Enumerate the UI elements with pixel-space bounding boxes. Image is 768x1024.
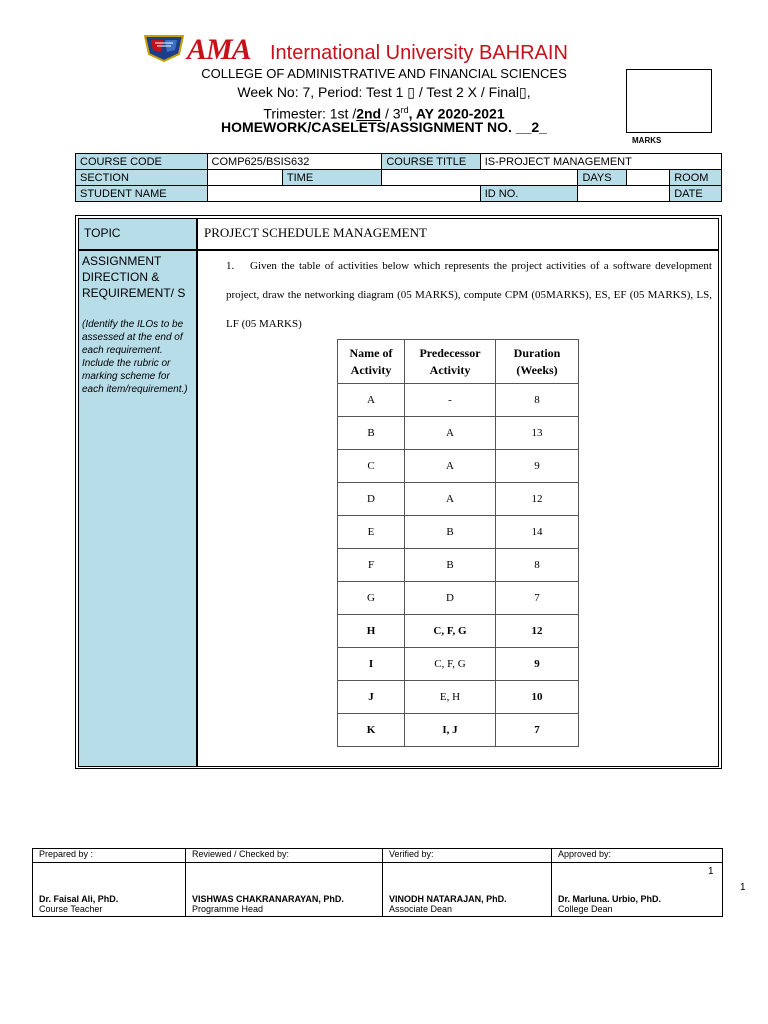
activity-duration: 14 [496,516,579,549]
topic-value: PROJECT SCHEDULE MANAGEMENT [204,225,427,240]
activity-name: B [338,417,405,450]
approval-table [32,848,723,917]
activity-predecessor: C, F, G [405,615,496,648]
activity-duration: 7 [496,582,579,615]
directions-label: ASSIGNMENT DIRECTION & REQUIREMENT/ S [82,254,186,300]
course-code-label: COURSE CODE [76,154,208,170]
table-row [338,582,579,615]
activity-name: I [338,648,405,681]
approved-name: Dr. Marluna. Urbio, PhD. [558,894,662,904]
marks-box[interactable] [626,69,712,133]
topic-label: TOPIC [84,226,121,240]
header-predecessor: Predecessor Activity [405,340,496,384]
activity-name: C [338,450,405,483]
room-label: ROOM [670,170,722,186]
activity-name: F [338,549,405,582]
activity-duration: 10 [496,681,579,714]
id-label: ID NO. [480,186,578,202]
activity-name: K [338,714,405,747]
table-row [338,549,579,582]
time-value[interactable] [382,170,578,186]
activity-name: H [338,615,405,648]
header-duration: Duration (Weeks) [496,340,579,384]
prepared-signature [33,863,186,917]
activity-duration: 7 [496,714,579,747]
table-row [338,483,579,516]
question-text [226,252,712,339]
activity-name: G [338,582,405,615]
prepared-name: Dr. Faisal Ali, PhD. [39,894,119,904]
verified-role: Associate Dean [389,904,453,914]
prepared-label: Prepared by : [33,849,186,863]
verified-signature [383,863,552,917]
activity-name: D [338,483,405,516]
question-number: 1. [226,260,235,272]
trimester-suffix: , AY 2020-2021 [408,105,505,122]
activity-predecessor: C, F, G [405,648,496,681]
week-period-line: Week No: 7, Period: Test 1 ▯ / Test 2 X / Final▯, [237,84,531,100]
table-row [338,681,579,714]
activity-predecessor: B [405,549,496,582]
trimester-prefix: Trimester: 1st / [263,105,357,122]
college-name: COLLEGE OF ADMINISTRATIVE AND FINANCIAL SCIENCES [201,66,567,81]
activity-duration: 8 [496,549,579,582]
logo-university-name: International University BAHRAIN [270,42,568,64]
activity-duration: 12 [496,483,579,516]
approved-role: College Dean [558,904,613,914]
directions-note: (Identify the ILOs to be assessed at the end of each requirement. Include the rubric or marking scheme for each item/requirement.) [82,319,188,395]
header-activity: Name of Activity [338,340,405,384]
course-code-value[interactable]: COMP625/BSIS632 [207,154,382,170]
reviewed-role: Programme Head [192,904,264,914]
table-row [338,648,579,681]
prepared-role: Course Teacher [39,904,103,914]
time-label: TIME [282,170,381,186]
table-row [338,615,579,648]
page-number-inner: 1 [708,866,714,877]
table-row [338,450,579,483]
activity-duration: 9 [496,450,579,483]
section-label: SECTION [76,170,208,186]
course-title-value[interactable]: IS-PROJECT MANAGEMENT [480,154,721,170]
approved-signature [552,863,723,917]
logo-ama-wordmark: AMA [187,33,251,66]
trimester-selected: 2nd [356,105,382,122]
verified-name: VINODH NATARAJAN, PhD. [389,894,507,904]
id-value[interactable] [578,186,670,202]
reviewed-name: VISHWAS CHAKRANARAYAN, PhD. [192,894,344,904]
reviewed-label: Reviewed / Checked by: [186,849,383,863]
activity-predecessor: A [405,483,496,516]
trimester-mid: / 3 [381,105,401,122]
student-name-label: STUDENT NAME [76,186,208,202]
activity-predecessor: D [405,582,496,615]
trimester-sup: rd [400,105,409,115]
marks-label: MARKS [632,136,662,145]
approved-label: Approved by: [552,849,723,863]
days-label: DAYS [578,170,627,186]
activity-predecessor: E, H [405,681,496,714]
student-name-value[interactable] [207,186,480,202]
activity-predecessor: A [405,450,496,483]
homework-title: HOMEWORK/CASELETS/ASSIGNMENT NO. __2_ [221,119,547,135]
activity-predecessor: A [405,417,496,450]
days-value[interactable] [627,170,670,186]
section-value[interactable] [207,170,282,186]
verified-label: Verified by: [383,849,552,863]
date-label: DATE [670,186,722,202]
page-number-outer: 1 [740,882,746,893]
university-shield-logo-icon [143,32,185,62]
activity-duration: 9 [496,648,579,681]
activity-duration: 8 [496,384,579,417]
table-row [338,714,579,747]
table-row [338,516,579,549]
table-row [338,384,579,417]
course-info-table [75,153,722,202]
activity-predecessor: B [405,516,496,549]
activity-name: A [338,384,405,417]
activity-duration: 12 [496,615,579,648]
activity-predecessor: I, J [405,714,496,747]
course-title-label: COURSE TITLE [382,154,480,170]
activity-table [337,339,579,747]
question-text-body: Given the table of activities below which represents the project activities of a software development project, draw the networking diagram (05 MARKS), compute CPM (05MARKS), ES, EF (05 MARKS), LS, LF (05 MARKS) [226,260,712,330]
activity-name: J [338,681,405,714]
activity-name: E [338,516,405,549]
table-row [338,417,579,450]
reviewed-signature [186,863,383,917]
activity-duration: 13 [496,417,579,450]
activity-predecessor: - [405,384,496,417]
